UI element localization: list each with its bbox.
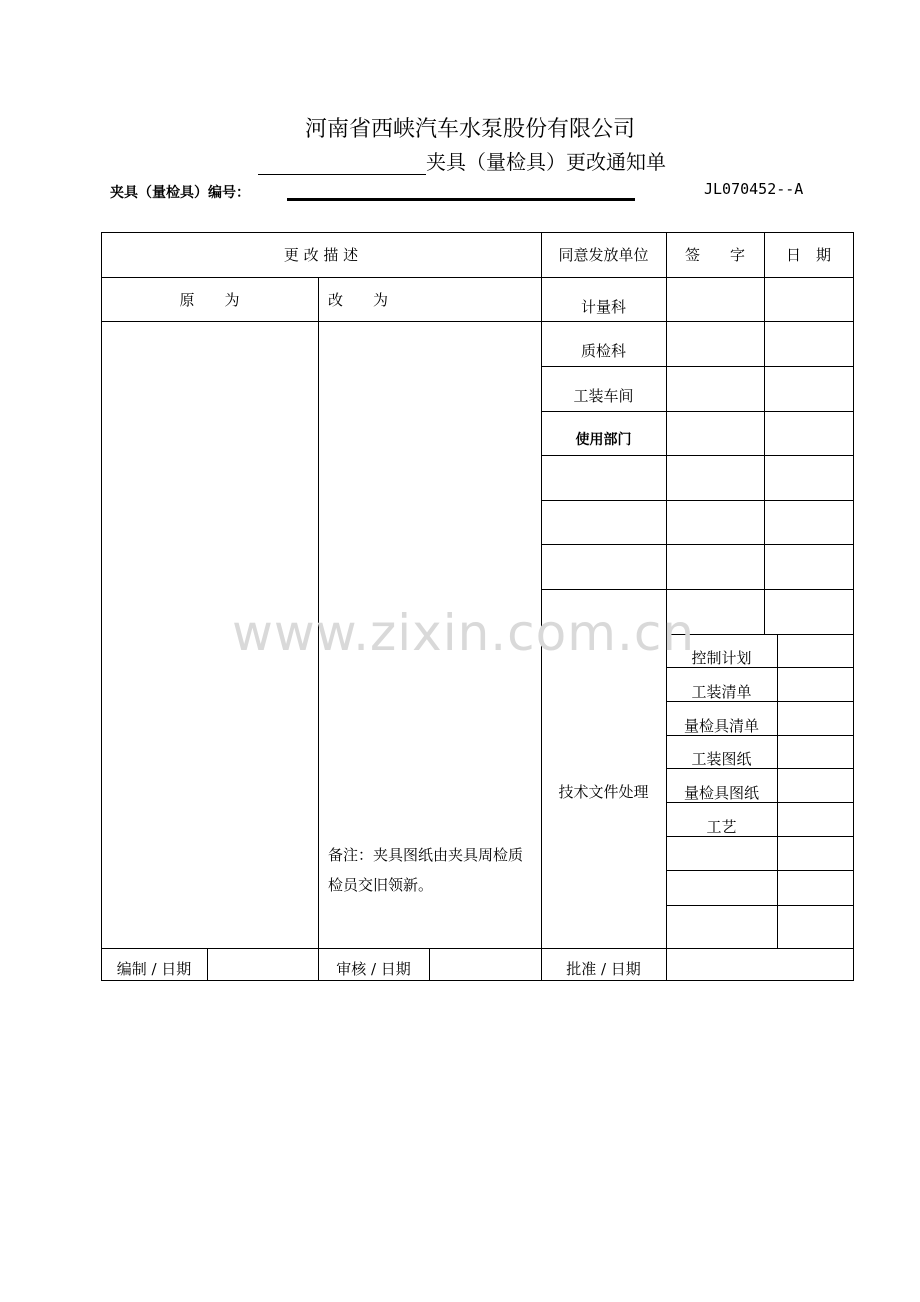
company-name: 河南省西峡汽车水泵股份有限公司 — [304, 117, 635, 142]
signature-field[interactable] — [666, 321, 764, 366]
tech-doc-control-plan: 控制计划 — [691, 649, 752, 667]
document-number: JL070452--A — [704, 180, 804, 198]
tech-doc-gauge-drawing: 量检具图纸 — [683, 783, 759, 802]
date-header: 日 期 — [785, 246, 831, 264]
approved-field[interactable] — [666, 948, 853, 980]
prepared-field[interactable] — [207, 948, 318, 980]
reviewed-label: 审核 / 日期 — [336, 959, 411, 978]
signature-header: 签 字 — [684, 246, 745, 264]
form-title-blank[interactable] — [258, 152, 426, 175]
tech-doc-label: 技术文件处理 — [558, 782, 649, 801]
form-title-text: 夹具（量检具）更改通知单 — [426, 150, 666, 174]
tech-doc-tooling-list: 工装清单 — [691, 682, 752, 701]
unit-metrology: 计量科 — [580, 297, 626, 316]
reviewed-field[interactable] — [429, 948, 541, 980]
tech-doc-process: 工艺 — [706, 817, 737, 836]
changed-header: 改 为 — [328, 290, 389, 309]
unit-quality: 质检科 — [580, 342, 626, 360]
original-header: 原 为 — [179, 290, 240, 309]
unit-user-department: 使用部门 — [575, 432, 632, 448]
approved-label: 批准 / 日期 — [566, 959, 641, 978]
watermark: www.zixin.com.cn — [232, 604, 696, 662]
change-description-header: 更 改 描 述 — [283, 246, 359, 264]
tech-doc-gauge-list: 量检具清单 — [683, 716, 759, 735]
date-field[interactable] — [764, 321, 853, 366]
code-label: 夹具（量检具）编号： — [110, 185, 250, 201]
tech-doc-tooling-drawing: 工装图纸 — [691, 750, 752, 768]
unit-tooling-workshop: 工装车间 — [573, 386, 634, 405]
remark-note: 备注：夹具图纸由夹具周检质检员交旧领新。 — [328, 846, 524, 894]
form-title — [258, 146, 666, 175]
code-field-line[interactable] — [287, 198, 635, 201]
prepared-label: 编制 / 日期 — [116, 959, 192, 978]
agree-unit-header: 同意发放单位 — [558, 246, 649, 264]
